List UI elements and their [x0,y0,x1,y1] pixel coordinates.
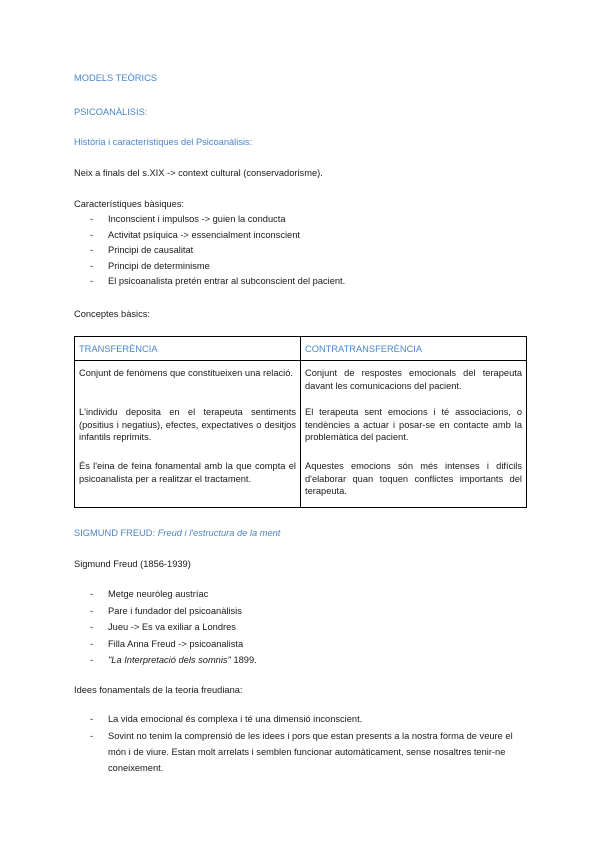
idees-list [74,713,514,776]
freud-heading-italic: Freud i l'estructura de la ment [157,528,281,538]
list-item [74,654,257,671]
neix-paragraph: Neix a finals del s.XIX -> context cultural (conservadorisme). [74,168,323,178]
list-item: - El psicoanalista pretén entrar al subconscient del pacient. [74,275,345,291]
list-item: - Jueu -> Es va exiliar a Londres [74,621,257,638]
table-cell: És l'eina de feina fonamental amb la que compta el psicoanalista per a realitzar el tractament. [75,457,301,508]
freud-heading-bold: SIGMUND FREUD: [74,528,156,538]
idees-title: Idees fonamentals de la teoria freudiana: [74,685,243,695]
table-cell: Conjunt de fenòmens que constitueixen una relació. [75,361,301,404]
heading-psicoanalisis: PSICOANÀLISIS: [74,107,148,117]
list-item: - La vida emocional és complexa i té una dimensió inconscient. [74,713,514,726]
list-item: - Principi de determinisme [74,260,345,276]
conceptes-title: Conceptes bàsics: [74,309,150,319]
table-row [75,361,527,404]
concepts-table [74,336,527,508]
table-cell: Aquestes emocions són més intenses i difícils d'elaborar quan toquen conflictes importants del terapeuta. [301,457,527,508]
list-item: - Inconscient i impulsos -> guien la conducta [74,213,345,229]
heading-historia: Història i característiques del Psicoanàlisis: [74,137,253,147]
list-item: - Pare i fundador del psicoanàlisis [74,605,257,622]
table-cell: Conjunt de respostes emocionals del terapeuta davant les comunicacions del pacient. [301,361,527,404]
freud-name: Sigmund Freud (1856-1939) [74,559,191,569]
freud-list [74,588,257,671]
header-transferencia: TRANSFERÈNCIA [75,337,301,361]
table-row [75,403,527,457]
list-item: - Sovint no tenim la comprensió de les idees i pors que estan presents a la nostra forma de veure el món i de viure. Estan molt arrelats i semblen funcionar automàticament, sense nosaltres tenir-ne coneixement. [74,728,514,776]
list-item: - Principi de causalitat [74,244,345,260]
list-item: - Metge neuròleg austríac [74,588,257,605]
table-header-row [75,337,527,361]
freud-heading [74,527,280,540]
heading-models: MODELS TEÒRICS [74,73,158,83]
table-cell: L'individu deposita en el terapeuta sentiments (positius i negatius), efectes, expectatives o desitjos infantils reprimits. [75,403,301,457]
table-row [75,457,527,508]
list-item: - Activitat psíquica -> essencialment inconscient [74,229,345,245]
book-year: 1899. [230,655,257,665]
list-item: - Filla Anna Freud -> psicoanalista [74,638,257,655]
book-title: "La Interpretació dels somnis" [108,655,231,665]
caracteristiques-title: Característiques bàsiques: [74,199,185,209]
header-contratransferencia: CONTRATRANSFERÈNCIA [301,337,527,361]
caracteristiques-list [74,213,345,291]
table-cell: El terapeuta sent emocions i té associacions, o tendències a actuar i posar-se en contacte amb la problemàtica del pacient. [301,403,527,457]
